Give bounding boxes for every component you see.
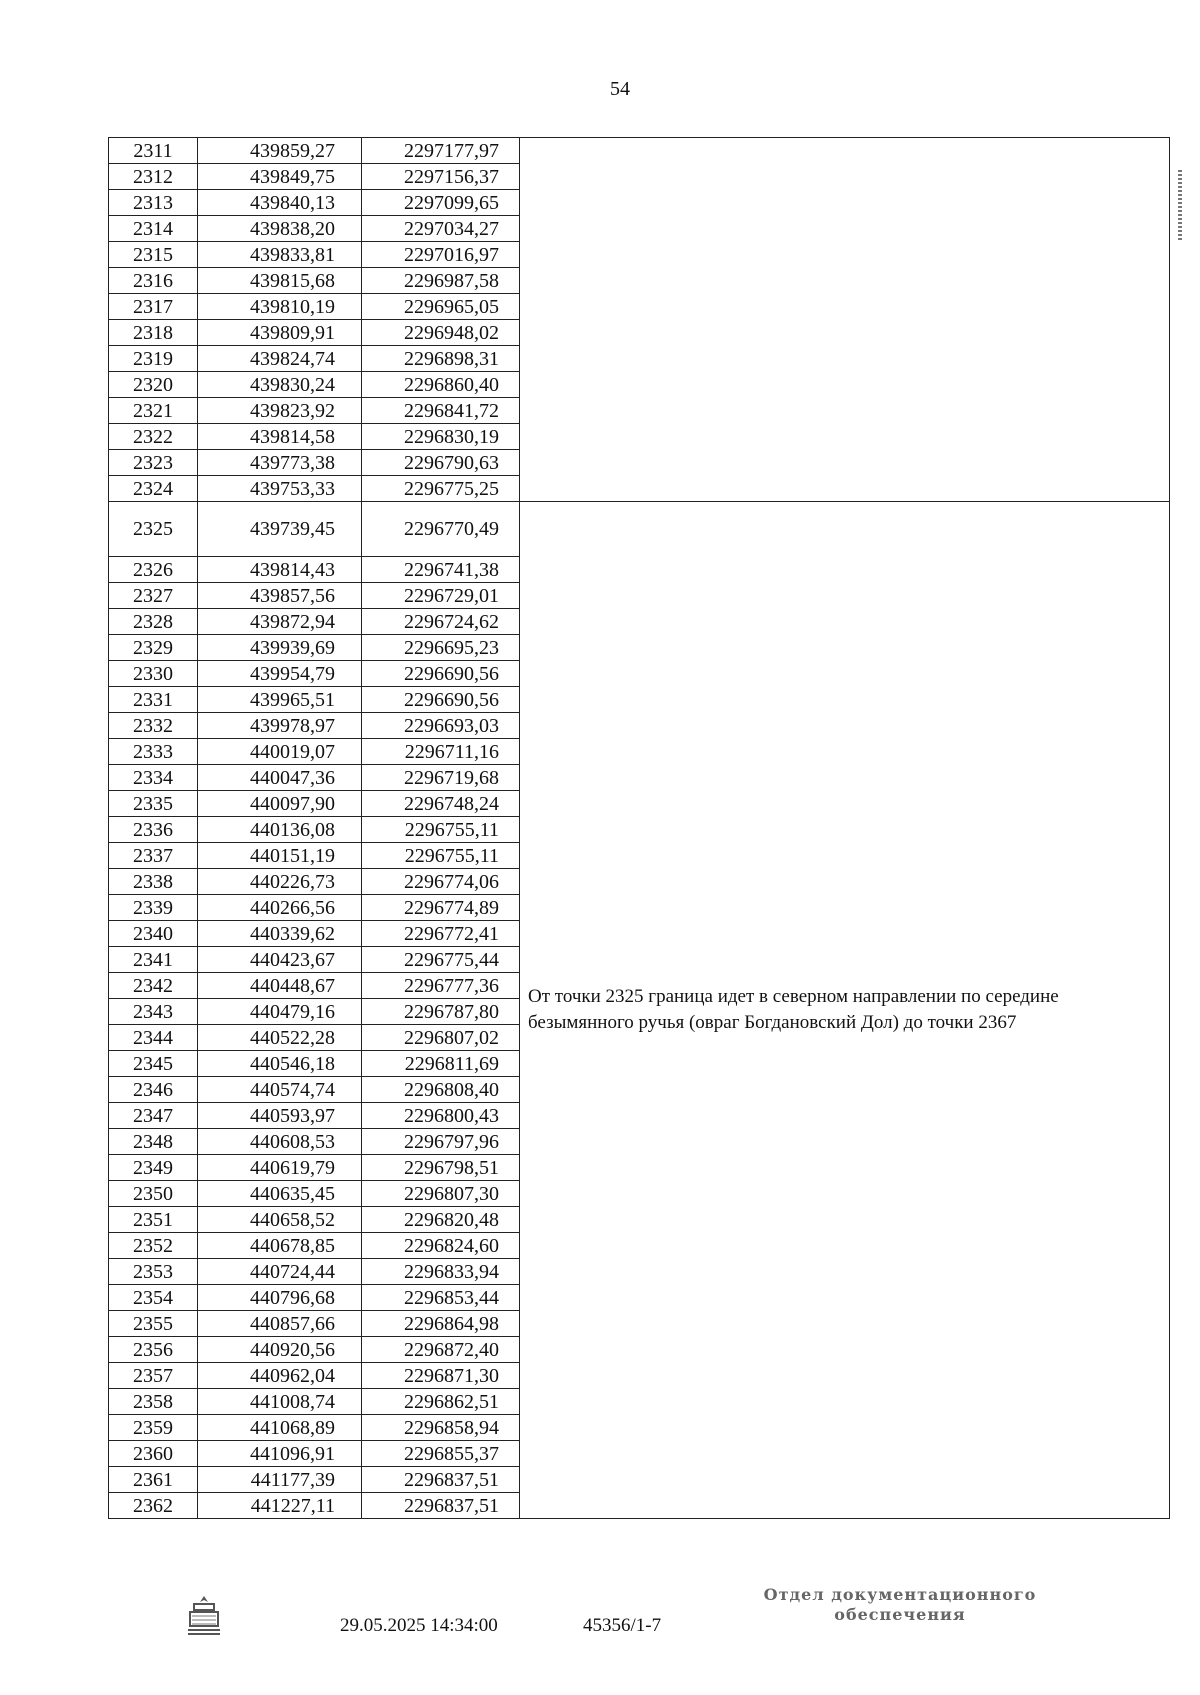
stamp-line-2: обеспечения xyxy=(834,1605,966,1624)
y-coordinate-cell: 2296798,51 xyxy=(362,1155,520,1181)
point-number-cell: 2321 xyxy=(109,398,198,424)
margin-scan-mark xyxy=(1178,170,1182,240)
point-number-cell: 2354 xyxy=(109,1285,198,1311)
x-coordinate-cell: 439814,43 xyxy=(198,557,362,583)
x-coordinate-cell: 440047,36 xyxy=(198,765,362,791)
point-number-cell: 2345 xyxy=(109,1051,198,1077)
point-number-cell: 2342 xyxy=(109,973,198,999)
x-coordinate-cell: 440522,28 xyxy=(198,1025,362,1051)
y-coordinate-cell: 2296729,01 xyxy=(362,583,520,609)
point-number-cell: 2356 xyxy=(109,1337,198,1363)
point-number-cell: 2328 xyxy=(109,609,198,635)
x-coordinate-cell: 439840,13 xyxy=(198,190,362,216)
y-coordinate-cell: 2296860,40 xyxy=(362,372,520,398)
x-coordinate-cell: 440339,62 xyxy=(198,921,362,947)
x-coordinate-cell: 439809,91 xyxy=(198,320,362,346)
x-coordinate-cell: 440266,56 xyxy=(198,895,362,921)
x-coordinate-cell: 439965,51 xyxy=(198,687,362,713)
y-coordinate-cell: 2296833,94 xyxy=(362,1259,520,1285)
point-number-cell: 2316 xyxy=(109,268,198,294)
point-number-cell: 2336 xyxy=(109,817,198,843)
point-number-cell: 2311 xyxy=(109,138,198,164)
description-cell-lower xyxy=(520,502,1170,1519)
x-coordinate-cell: 439815,68 xyxy=(198,268,362,294)
point-number-cell: 2337 xyxy=(109,843,198,869)
point-number-cell: 2319 xyxy=(109,346,198,372)
y-coordinate-cell: 2296693,03 xyxy=(362,713,520,739)
x-coordinate-cell: 440635,45 xyxy=(198,1181,362,1207)
y-coordinate-cell: 2296774,89 xyxy=(362,895,520,921)
x-coordinate-cell: 440857,66 xyxy=(198,1311,362,1337)
point-number-cell: 2313 xyxy=(109,190,198,216)
x-coordinate-cell: 439823,92 xyxy=(198,398,362,424)
x-coordinate-cell: 440678,85 xyxy=(198,1233,362,1259)
y-coordinate-cell: 2296811,69 xyxy=(362,1051,520,1077)
coordinates-table-body xyxy=(109,138,1170,1519)
point-number-cell: 2331 xyxy=(109,687,198,713)
point-number-cell: 2361 xyxy=(109,1467,198,1493)
point-number-cell: 2324 xyxy=(109,476,198,502)
y-coordinate-cell: 2296690,56 xyxy=(362,661,520,687)
x-coordinate-cell: 439773,38 xyxy=(198,450,362,476)
point-number-cell: 2334 xyxy=(109,765,198,791)
x-coordinate-cell: 440658,52 xyxy=(198,1207,362,1233)
point-number-cell: 2329 xyxy=(109,635,198,661)
y-coordinate-cell: 2296824,60 xyxy=(362,1233,520,1259)
x-coordinate-cell: 440619,79 xyxy=(198,1155,362,1181)
x-coordinate-cell: 440136,08 xyxy=(198,817,362,843)
x-coordinate-cell: 439849,75 xyxy=(198,164,362,190)
x-coordinate-cell: 441008,74 xyxy=(198,1389,362,1415)
x-coordinate-cell: 439857,56 xyxy=(198,583,362,609)
x-coordinate-cell: 440574,74 xyxy=(198,1077,362,1103)
y-coordinate-cell: 2296855,37 xyxy=(362,1441,520,1467)
y-coordinate-cell: 2296787,80 xyxy=(362,999,520,1025)
y-coordinate-cell: 2296724,62 xyxy=(362,609,520,635)
y-coordinate-cell: 2296719,68 xyxy=(362,765,520,791)
department-stamp xyxy=(750,1585,1050,1625)
point-number-cell: 2332 xyxy=(109,713,198,739)
point-number-cell: 2362 xyxy=(109,1493,198,1519)
x-coordinate-cell: 440097,90 xyxy=(198,791,362,817)
point-number-cell: 2351 xyxy=(109,1207,198,1233)
point-number-cell: 2341 xyxy=(109,947,198,973)
y-coordinate-cell: 2296755,11 xyxy=(362,817,520,843)
x-coordinate-cell: 439833,81 xyxy=(198,242,362,268)
y-coordinate-cell: 2296837,51 xyxy=(362,1493,520,1519)
x-coordinate-cell: 440019,07 xyxy=(198,739,362,765)
y-coordinate-cell: 2296775,25 xyxy=(362,476,520,502)
table-row xyxy=(109,502,1170,557)
y-coordinate-cell: 2296858,94 xyxy=(362,1415,520,1441)
x-coordinate-cell: 439954,79 xyxy=(198,661,362,687)
y-coordinate-cell: 2296772,41 xyxy=(362,921,520,947)
coat-of-arms-icon xyxy=(180,1592,228,1640)
y-coordinate-cell: 2297099,65 xyxy=(362,190,520,216)
y-coordinate-cell: 2296987,58 xyxy=(362,268,520,294)
description-text-lower: От точки 2325 граница идет в северном направлении по середине безымянного ручья (овраг Богдановский Дол) до точки 2367 xyxy=(528,986,1059,1033)
point-number-cell: 2349 xyxy=(109,1155,198,1181)
y-coordinate-cell: 2296871,30 xyxy=(362,1363,520,1389)
y-coordinate-cell: 2296770,49 xyxy=(362,502,520,557)
point-number-cell: 2338 xyxy=(109,869,198,895)
y-coordinate-cell: 2296800,43 xyxy=(362,1103,520,1129)
x-coordinate-cell: 440448,67 xyxy=(198,973,362,999)
point-number-cell: 2343 xyxy=(109,999,198,1025)
y-coordinate-cell: 2296841,72 xyxy=(362,398,520,424)
point-number-cell: 2333 xyxy=(109,739,198,765)
point-number-cell: 2322 xyxy=(109,424,198,450)
x-coordinate-cell: 439978,97 xyxy=(198,713,362,739)
x-coordinate-cell: 440920,56 xyxy=(198,1337,362,1363)
y-coordinate-cell: 2296711,16 xyxy=(362,739,520,765)
coordinates-table xyxy=(108,137,1170,1519)
y-coordinate-cell: 2296965,05 xyxy=(362,294,520,320)
point-number-cell: 2360 xyxy=(109,1441,198,1467)
point-number-cell: 2315 xyxy=(109,242,198,268)
y-coordinate-cell: 2296775,44 xyxy=(362,947,520,973)
y-coordinate-cell: 2297016,97 xyxy=(362,242,520,268)
y-coordinate-cell: 2296807,30 xyxy=(362,1181,520,1207)
y-coordinate-cell: 2296948,02 xyxy=(362,320,520,346)
y-coordinate-cell: 2296862,51 xyxy=(362,1389,520,1415)
page-number: 54 xyxy=(610,78,630,100)
point-number-cell: 2330 xyxy=(109,661,198,687)
point-number-cell: 2320 xyxy=(109,372,198,398)
point-number-cell: 2339 xyxy=(109,895,198,921)
x-coordinate-cell: 439814,58 xyxy=(198,424,362,450)
y-coordinate-cell: 2296837,51 xyxy=(362,1467,520,1493)
x-coordinate-cell: 441177,39 xyxy=(198,1467,362,1493)
point-number-cell: 2348 xyxy=(109,1129,198,1155)
description-cell-upper xyxy=(520,138,1170,502)
point-number-cell: 2359 xyxy=(109,1415,198,1441)
y-coordinate-cell: 2296872,40 xyxy=(362,1337,520,1363)
x-coordinate-cell: 440546,18 xyxy=(198,1051,362,1077)
x-coordinate-cell: 440724,44 xyxy=(198,1259,362,1285)
x-coordinate-cell: 440151,19 xyxy=(198,843,362,869)
x-coordinate-cell: 440608,53 xyxy=(198,1129,362,1155)
x-coordinate-cell: 441068,89 xyxy=(198,1415,362,1441)
y-coordinate-cell: 2296748,24 xyxy=(362,791,520,817)
point-number-cell: 2327 xyxy=(109,583,198,609)
point-number-cell: 2326 xyxy=(109,557,198,583)
y-coordinate-cell: 2296741,38 xyxy=(362,557,520,583)
footer-document-id: 45356/1-7 xyxy=(583,1615,662,1636)
point-number-cell: 2357 xyxy=(109,1363,198,1389)
y-coordinate-cell: 2296864,98 xyxy=(362,1311,520,1337)
y-coordinate-cell: 2296774,06 xyxy=(362,869,520,895)
x-coordinate-cell: 440593,97 xyxy=(198,1103,362,1129)
point-number-cell: 2325 xyxy=(109,502,198,557)
point-number-cell: 2323 xyxy=(109,450,198,476)
y-coordinate-cell: 2296898,31 xyxy=(362,346,520,372)
y-coordinate-cell: 2297156,37 xyxy=(362,164,520,190)
stamp-line-1: Отдел документационного xyxy=(763,1585,1037,1604)
point-number-cell: 2353 xyxy=(109,1259,198,1285)
point-number-cell: 2317 xyxy=(109,294,198,320)
y-coordinate-cell: 2296807,02 xyxy=(362,1025,520,1051)
y-coordinate-cell: 2296777,36 xyxy=(362,973,520,999)
point-number-cell: 2340 xyxy=(109,921,198,947)
x-coordinate-cell: 439838,20 xyxy=(198,216,362,242)
x-coordinate-cell: 440479,16 xyxy=(198,999,362,1025)
x-coordinate-cell: 439810,19 xyxy=(198,294,362,320)
point-number-cell: 2335 xyxy=(109,791,198,817)
point-number-cell: 2350 xyxy=(109,1181,198,1207)
y-coordinate-cell: 2296790,63 xyxy=(362,450,520,476)
y-coordinate-cell: 2296797,96 xyxy=(362,1129,520,1155)
x-coordinate-cell: 439859,27 xyxy=(198,138,362,164)
y-coordinate-cell: 2296853,44 xyxy=(362,1285,520,1311)
x-coordinate-cell: 440962,04 xyxy=(198,1363,362,1389)
point-number-cell: 2314 xyxy=(109,216,198,242)
x-coordinate-cell: 439753,33 xyxy=(198,476,362,502)
x-coordinate-cell: 441096,91 xyxy=(198,1441,362,1467)
y-coordinate-cell: 2297177,97 xyxy=(362,138,520,164)
table-row xyxy=(109,138,1170,164)
point-number-cell: 2358 xyxy=(109,1389,198,1415)
x-coordinate-cell: 439830,24 xyxy=(198,372,362,398)
point-number-cell: 2318 xyxy=(109,320,198,346)
point-number-cell: 2312 xyxy=(109,164,198,190)
x-coordinate-cell: 440796,68 xyxy=(198,1285,362,1311)
point-number-cell: 2346 xyxy=(109,1077,198,1103)
y-coordinate-cell: 2296755,11 xyxy=(362,843,520,869)
point-number-cell: 2352 xyxy=(109,1233,198,1259)
y-coordinate-cell: 2296808,40 xyxy=(362,1077,520,1103)
x-coordinate-cell: 439739,45 xyxy=(198,502,362,557)
x-coordinate-cell: 441227,11 xyxy=(198,1493,362,1519)
point-number-cell: 2344 xyxy=(109,1025,198,1051)
x-coordinate-cell: 439872,94 xyxy=(198,609,362,635)
y-coordinate-cell: 2296830,19 xyxy=(362,424,520,450)
x-coordinate-cell: 440423,67 xyxy=(198,947,362,973)
x-coordinate-cell: 439824,74 xyxy=(198,346,362,372)
y-coordinate-cell: 2296690,56 xyxy=(362,687,520,713)
point-number-cell: 2355 xyxy=(109,1311,198,1337)
y-coordinate-cell: 2297034,27 xyxy=(362,216,520,242)
y-coordinate-cell: 2296695,23 xyxy=(362,635,520,661)
footer-datetime: 29.05.2025 14:34:00 xyxy=(340,1615,498,1636)
y-coordinate-cell: 2296820,48 xyxy=(362,1207,520,1233)
x-coordinate-cell: 440226,73 xyxy=(198,869,362,895)
point-number-cell: 2347 xyxy=(109,1103,198,1129)
x-coordinate-cell: 439939,69 xyxy=(198,635,362,661)
